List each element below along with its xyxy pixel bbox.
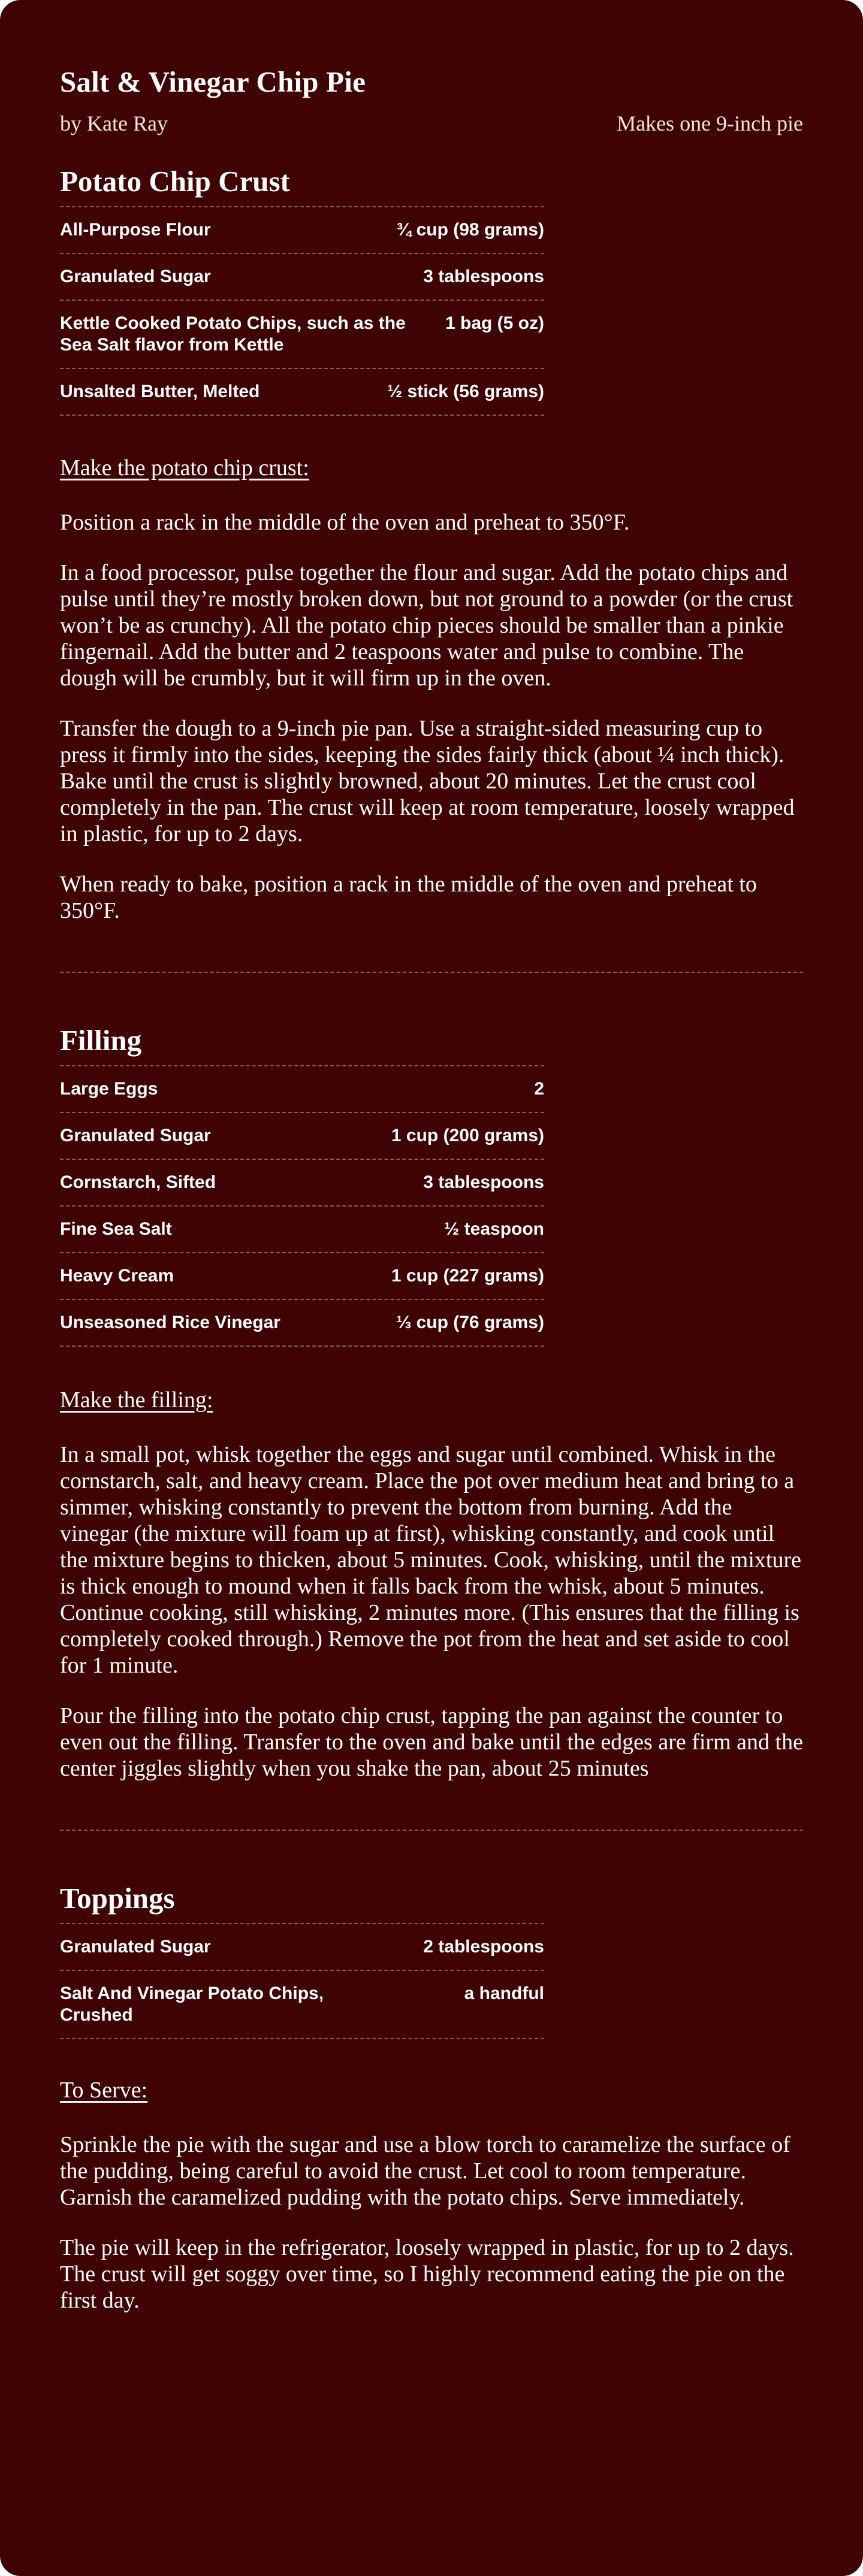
recipe-meta xyxy=(60,110,803,137)
ingredient-name: Large Eggs xyxy=(60,1079,158,1099)
ingredient-quantity: 1 bag (5 oz) xyxy=(445,313,544,333)
filling-section xyxy=(60,1023,803,1782)
serve-step-heading: To Serve: xyxy=(60,2078,148,2103)
recipe-yield: Makes one 9-inch pie xyxy=(617,111,803,135)
ingredient-row xyxy=(60,254,544,301)
ingredient-row xyxy=(60,1924,544,1971)
ingredient-row xyxy=(60,1160,544,1207)
serve-paragraph: The pie will keep in the refrigerator, loosely wrapped in plastic, for up to 2 days. The crust will get soggy over time, so I highly recommend eating the pie on the first day. xyxy=(60,2235,794,2313)
filling-ingredients-table xyxy=(60,1065,544,1347)
filling-paragraph: Pour the filling into the potato chip crust, tapping the pan against the counter to even out the filling. Transfer to the oven and bake until the edges are firm and the center jiggles slightly when you shake the pan, about 25 minutes xyxy=(60,1703,803,1781)
ingredient-row xyxy=(60,1066,544,1113)
ingredient-name: Granulated Sugar xyxy=(60,267,211,286)
ingredient-row xyxy=(60,1207,544,1253)
ingredient-name: Salt And Vinegar Potato Chips, Crushed xyxy=(60,1984,324,2025)
ingredient-row xyxy=(60,301,544,369)
filling-heading: Filling xyxy=(60,1024,142,1057)
ingredient-quantity: ⅓ cup (76 grams) xyxy=(396,1313,544,1332)
filling-paragraph: In a small pot, whisk together the eggs and sugar until combined. Whisk in the cornstarch, salt, and heavy cream. Place the pot over medium heat and bring to a simmer, whisking constantly to prevent the bottom from burning. Add the vinegar (the mixture will foam up at first), whisking constantly, and cook until the mixture begins to thicken, about 5 minutes. Cook, whisking, until the mixture is thick enough to mound when it falls back from the whisk, about 5 minutes. Continue cooking, still whisking, 2 minutes more. (This ensures that the filling is completely cooked through.) Remove the pot from the heat and set aside to cool for 1 minute. xyxy=(60,1442,801,1678)
ingredient-quantity: 2 tablespoons xyxy=(423,1937,544,1957)
crust-step-heading: Make the potato chip crust: xyxy=(60,455,309,480)
crust-ingredients-table xyxy=(60,206,544,416)
ingredient-quantity: ¾ cup (98 grams) xyxy=(396,220,544,240)
ingredient-quantity: a handful xyxy=(464,1984,544,2003)
ingredient-quantity: 2 xyxy=(534,1079,544,1099)
ingredient-row xyxy=(60,1253,544,1300)
serve-paragraph: Sprinkle the pie with the sugar and use a blow torch to caramelize the surface of the pudding, being careful to avoid the crust. Let cool to room temperature. Garnish the caramelized pudding with the potato chips. Serve immediately. xyxy=(60,2132,790,2210)
toppings-ingredients-table xyxy=(60,1923,544,2039)
ingredient-name: All-Purpose Flour xyxy=(60,220,211,240)
ingredient-row xyxy=(60,1113,544,1160)
ingredient-quantity: ½ stick (56 grams) xyxy=(387,382,544,401)
ingredient-row xyxy=(60,1300,544,1347)
crust-section xyxy=(60,164,803,924)
ingredient-name: Cornstarch, Sifted xyxy=(60,1172,216,1192)
ingredient-name: Granulated Sugar xyxy=(60,1937,211,1957)
crust-paragraph: When ready to bake, position a rack in the middle of the oven and preheat to 350°F. xyxy=(60,872,757,923)
crust-heading: Potato Chip Crust xyxy=(60,165,290,198)
ingredient-name: Kettle Cooked Potato Chips, such as the Sea Salt flavor from Kettle xyxy=(60,313,406,355)
ingredient-quantity: 3 tablespoons xyxy=(423,1172,544,1192)
section-divider xyxy=(60,1830,803,1831)
ingredient-quantity: ½ teaspoon xyxy=(444,1219,544,1239)
ingredient-quantity: 3 tablespoons xyxy=(423,267,544,286)
toppings-heading: Toppings xyxy=(60,1882,175,1915)
ingredient-name: Granulated Sugar xyxy=(60,1126,211,1145)
toppings-section xyxy=(60,1881,803,2314)
crust-paragraph: Transfer the dough to a 9-inch pie pan. Use a straight-sided measuring cup to press it firmly into the sides, keeping the sides fairly thick (about ¼ inch thick). Bake until the crust is slightly browned, about 20 minutes. Let the crust cool completely in the pan. The crust will keep at room temperature, loosely wrapped in plastic, for up to 2 days. xyxy=(60,716,795,846)
ingredient-name: Unseasoned Rice Vinegar xyxy=(60,1313,280,1332)
ingredient-row xyxy=(60,1971,544,2039)
recipe-author: by Kate Ray xyxy=(60,111,168,135)
ingredient-name: Unsalted Butter, Melted xyxy=(60,382,260,401)
ingredient-row xyxy=(60,207,544,254)
section-divider xyxy=(60,972,803,973)
ingredient-row xyxy=(60,369,544,416)
ingredient-name: Heavy Cream xyxy=(60,1266,174,1286)
recipe-title: Salt & Vinegar Chip Pie xyxy=(60,65,366,98)
ingredient-name: Fine Sea Salt xyxy=(60,1219,172,1239)
ingredient-quantity: 1 cup (227 grams) xyxy=(391,1266,544,1286)
crust-paragraph: In a food processor, pulse together the flour and sugar. Add the potato chips and pulse until they’re mostly broken down, but not ground to a powder (or the crust won’t be as crunchy). All the potato chip pieces should be smaller than a pinkie fingernail. Add the butter and 2 teaspoons water and pulse to combine. The dough will be crumbly, but it will firm up in the oven. xyxy=(60,560,793,691)
ingredient-quantity: 1 cup (200 grams) xyxy=(391,1126,544,1145)
crust-paragraph: Position a rack in the middle of the oven and preheat to 350°F. xyxy=(60,510,630,535)
filling-step-heading: Make the filling: xyxy=(60,1387,213,1413)
